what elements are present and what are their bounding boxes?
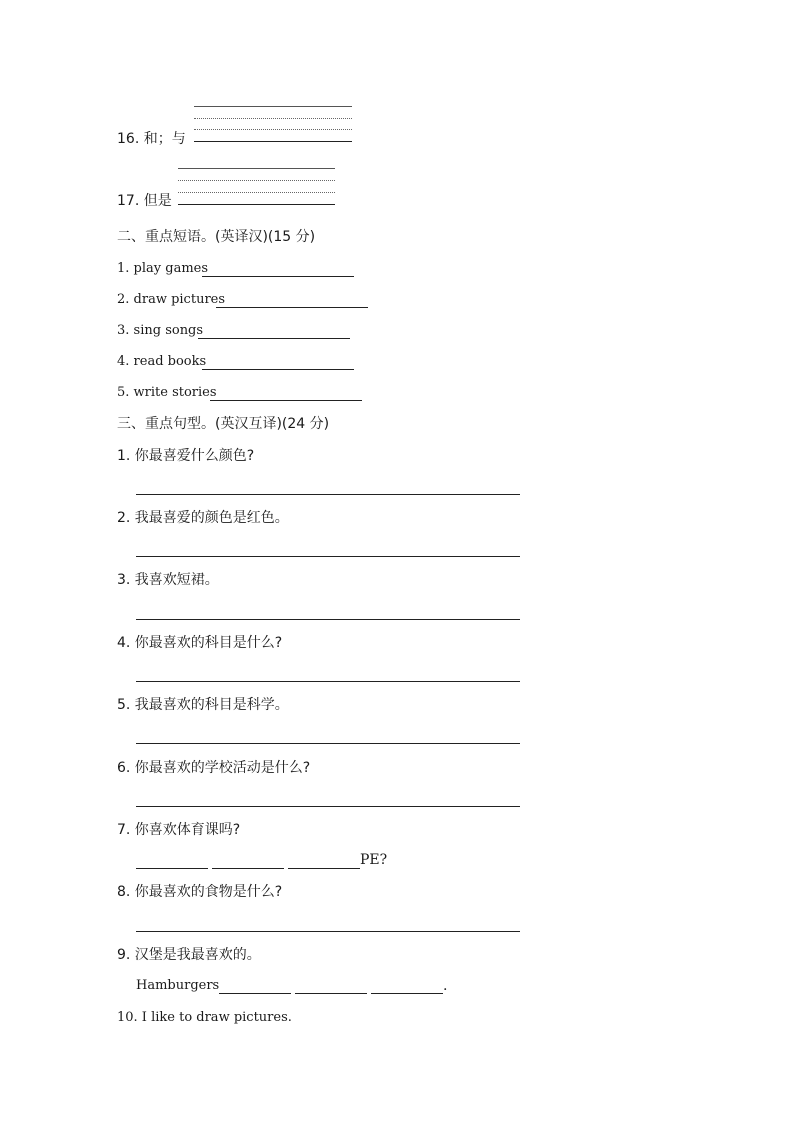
answer-blank[interactable] <box>212 868 284 869</box>
vocab-item-16: 16. 和；与 <box>117 131 186 147</box>
answer-line[interactable] <box>136 743 520 744</box>
answer-blank[interactable] <box>295 993 367 994</box>
answer-blank[interactable] <box>210 400 362 401</box>
phrase-item: 4. read books <box>117 354 207 369</box>
answer-blank[interactable] <box>288 868 360 869</box>
phrase-item: 1. play games <box>117 261 209 276</box>
section2-heading: 二、重点短语。(英译汉)(15 分) <box>117 229 316 245</box>
answer-blank[interactable] <box>371 993 443 994</box>
sentence-item-8: 8. 你最喜欢的食物是什么? <box>117 884 283 900</box>
sentence-item-10: 10. I like to draw pictures. <box>117 1010 292 1025</box>
answer-line[interactable] <box>136 494 520 495</box>
writing-guide-line <box>194 118 352 119</box>
answer-blank[interactable] <box>216 307 368 308</box>
q9-prefix: Hamburgers <box>136 978 220 993</box>
answer-blank[interactable] <box>219 993 291 994</box>
answer-line[interactable] <box>136 619 520 620</box>
writing-guide-line <box>194 129 352 130</box>
answer-blank[interactable] <box>202 369 354 370</box>
vocab-item-17: 17. 但是 <box>117 193 172 209</box>
answer-blank[interactable] <box>198 338 350 339</box>
sentence-item-1: 1. 你最喜爱什么颜色? <box>117 448 255 464</box>
phrase-item: 2. draw pictures <box>117 292 226 307</box>
q7-suffix: PE? <box>360 852 388 868</box>
phrase-item: 5. write stories <box>117 385 217 400</box>
section3-heading: 三、重点句型。(英汉互译)(24 分) <box>117 416 330 432</box>
writing-guide-line <box>178 168 335 169</box>
sentence-item-2: 2. 我最喜爱的颜色是红色。 <box>117 510 289 526</box>
phrase-item: 3. sing songs <box>117 323 204 338</box>
answer-blank[interactable] <box>136 868 208 869</box>
writing-guide-line <box>178 180 335 181</box>
writing-guide-line <box>178 192 335 193</box>
answer-line[interactable] <box>136 931 520 932</box>
writing-guide-line <box>194 106 352 107</box>
sentence-item-4: 4. 你最喜欢的科目是什么? <box>117 635 283 651</box>
writing-guide-line[interactable] <box>194 141 352 142</box>
answer-blank[interactable] <box>202 276 354 277</box>
sentence-item-6: 6. 你最喜欢的学校活动是什么? <box>117 760 311 776</box>
q9-suffix: . <box>443 978 448 994</box>
sentence-item-7: 7. 你喜欢体育课吗? <box>117 822 241 838</box>
sentence-item-5: 5. 我最喜欢的科目是科学。 <box>117 697 289 713</box>
answer-line[interactable] <box>136 806 520 807</box>
sentence-item-3: 3. 我喜欢短裙。 <box>117 572 219 588</box>
answer-line[interactable] <box>136 681 520 682</box>
writing-guide-line[interactable] <box>178 204 335 205</box>
answer-line[interactable] <box>136 556 520 557</box>
sentence-item-9: 9. 汉堡是我最喜欢的。 <box>117 947 261 963</box>
